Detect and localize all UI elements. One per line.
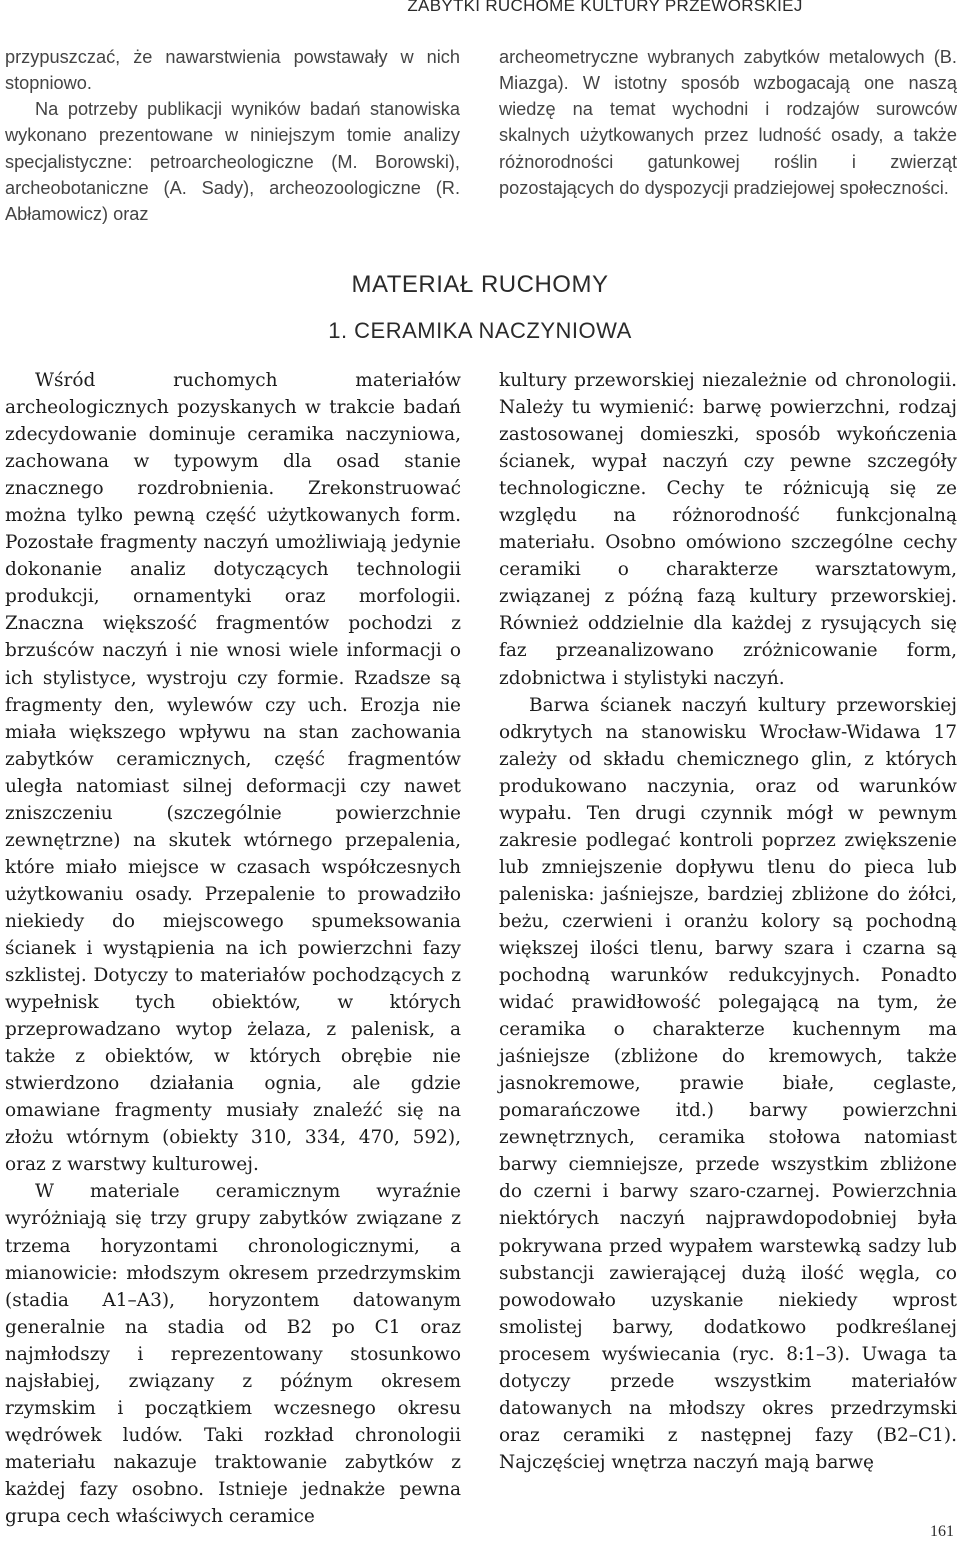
paragraph: Wśród ruchomych materiałów archeologicznych pozyskanych w trakcie badań zdecydowanie dominuje ceramika naczyniowa, zachowana w typowym dla osad stanie znacznego rozdrobnienia. Zrekonstruować można tylko pewną część użytkowanych form. Pozostałe fragmenty naczyń umożliwiają jedynie dokonanie analiz dotyczących technologii produkcji, ornamentyki oraz morfologii. Znaczna większość fragmentów pochodzi z brzuśców naczyń i nie wnosi wiele informacji o ich stylistyce, wystroju czy formie. Rzadsze są fragmenty den, wylewów czy uch. Erozja nie miała większego wpływu na stan zachowania zabytków ceramicznych, część fragmentów uległa natomiast silnej deformacji czy nawet zniszczeniu (szczególnie powierzchnie zewnętrzne) na skutek wtórnego przepalenia, które miało miejsce w czasach współczesnych użytkowaniu osady. Przepalenie to prowadziło niekiedy do miejscowego spumeksowania ścianek i wystąpienia na ich powierzchni fazy szklistej. Dotyczy to materiałów pochodzących z wypełnisk tych obiektów, w których przeprowadzano wytop żelaza, z palenisk, a także z obiektów, w których obrębie nie stwierdzono działania ognia, ale gdzie omawiane fragmenty musiały znaleźć się na złożu wtórnym (obiekty 310, 334, 470, 592), oraz z warstwy kulturowej.	[5, 370, 461, 1176]
paragraph: archeometryczne wybranych zabytków metalowych (B. Miazga). W istotny sposób wzbogacają one naszą wiedzę na temat wychodni i rodzajów surowców skalnych użytkowanych przez ludność osady, a także różnorodności gatunkowej roślin i zwierząt pozostających do dyspozycji pradziejowej społeczności.	[499, 47, 957, 198]
paragraph: kultury przeworskiej niezależnie od chronologii. Należy tu wymienić: barwę powierzchni, rodzaj zastosowanej domieszki, sposób wykończenia ścianek, wypał naczyń czy pewne szczegóły technologiczne. Cechy te różnicują się ze względu na różnorodność funkcjonalną materiału. Osobno omówiono szczególne cechy ceramiki o charakterze warsztatowym, związanej z późną fazą kultury przeworskiej. Również oddzielnie dla każdej z rysujących się faz przeanalizowano zróżnicowanie form, zdobnictwa i stylistyki naczyń.	[499, 370, 957, 689]
paragraph: Na potrzeby publikacji wyników badań stanowiska wykonano prezentowane w niniejszym tomie analizy specjalistyczne: petroarcheologiczne (M. Borowski), archeobotaniczne (A. Sady), archeozoologiczne (R. Abłamowicz) oraz	[5, 99, 460, 224]
running-head: ZABYTKI RUCHOME KULTURY PRZEWORSKIEJ	[407, 0, 803, 15]
top-right-column	[499, 44, 957, 201]
paragraph: W materiale ceramicznym wyraźnie wyróżniają się trzy grupy zabytków związane z trzema horyzontami chronologicznymi, a mianowicie: młodszym okresem przedrzymskim (stadia A1–A3), horyzontem datowanym generalnie na stadia od B2 po C1 oraz najmłodszy i reprezentowany stosunkowo najsłabiej, związany z późnym okresem rzymskim i początkiem wczesnego okresu wędrówek ludów. Taki rozkład chronologii materiału nakazuje traktowanie zabytków z każdej fazy osobno. Istnieje jednakże pewna grupa cech właściwych ceramice	[5, 1181, 461, 1527]
paragraph: Barwa ścianek naczyń kultury przeworskiej odkrytych na stanowisku Wrocław-Widawa 17 zależy od składu chemicznego glin, z których produkowano naczynia, oraz od warunków wypału. Ten drugi czynnik mógł w pewnym zakresie podlegać kontroli poprzez zwiększenie lub zmniejszenie dopływu tlenu do pieca lub paleniska: jaśniejsze, bardziej zbliżone do żółci, beżu, czerwieni i oranżu kolory są pochodną większej ilości tlenu, barwy szara i czarna są pochodną warunków redukcyjnych. Ponadto widać prawidłowość polegającą na tym, że ceramika o charakterze kuchennym ma jaśniejsze (zbliżone do kremowych, także jasnokremowe, prawie białe, ceglaste, pomarańczowe itd.) barwy powierzchni zewnętrznych, ceramika stołowa natomiast barwy ciemniejsze, przede wszystkim zbliżone do czerni i barwy szaro-czarnej. Powierzchnia niektórych naczyń najprawdopodobniej była pokrywana przed wypałem warstewką sadzy lub substancji zawierającej dużą ilość węgla, co powodowało uzyskanie niekiedy wprost smolistej barwy, dodatkowo podkreślanej procesem wyświecania (ryc. 8:1–3). Uwaga ta dotyczy przede wszystkim materiałów datowanych na młodszy okres przedrzymski oraz ceramiki z następnej fazy (B2–C1). Najczęściej wnętrza naczyń mają barwę	[499, 694, 957, 1473]
body-left-column	[5, 367, 461, 1530]
section-title: MATERIAŁ RUCHOMY	[351, 271, 609, 298]
body-right-column	[499, 367, 957, 1476]
page-number: 161	[930, 1523, 954, 1540]
section-subtitle: 1. CERAMIKA NACZYNIOWA	[328, 318, 632, 343]
top-left-column	[5, 44, 460, 227]
paragraph: przypuszczać, że nawarstwienia powstawały w nich stopniowo.	[5, 47, 460, 94]
